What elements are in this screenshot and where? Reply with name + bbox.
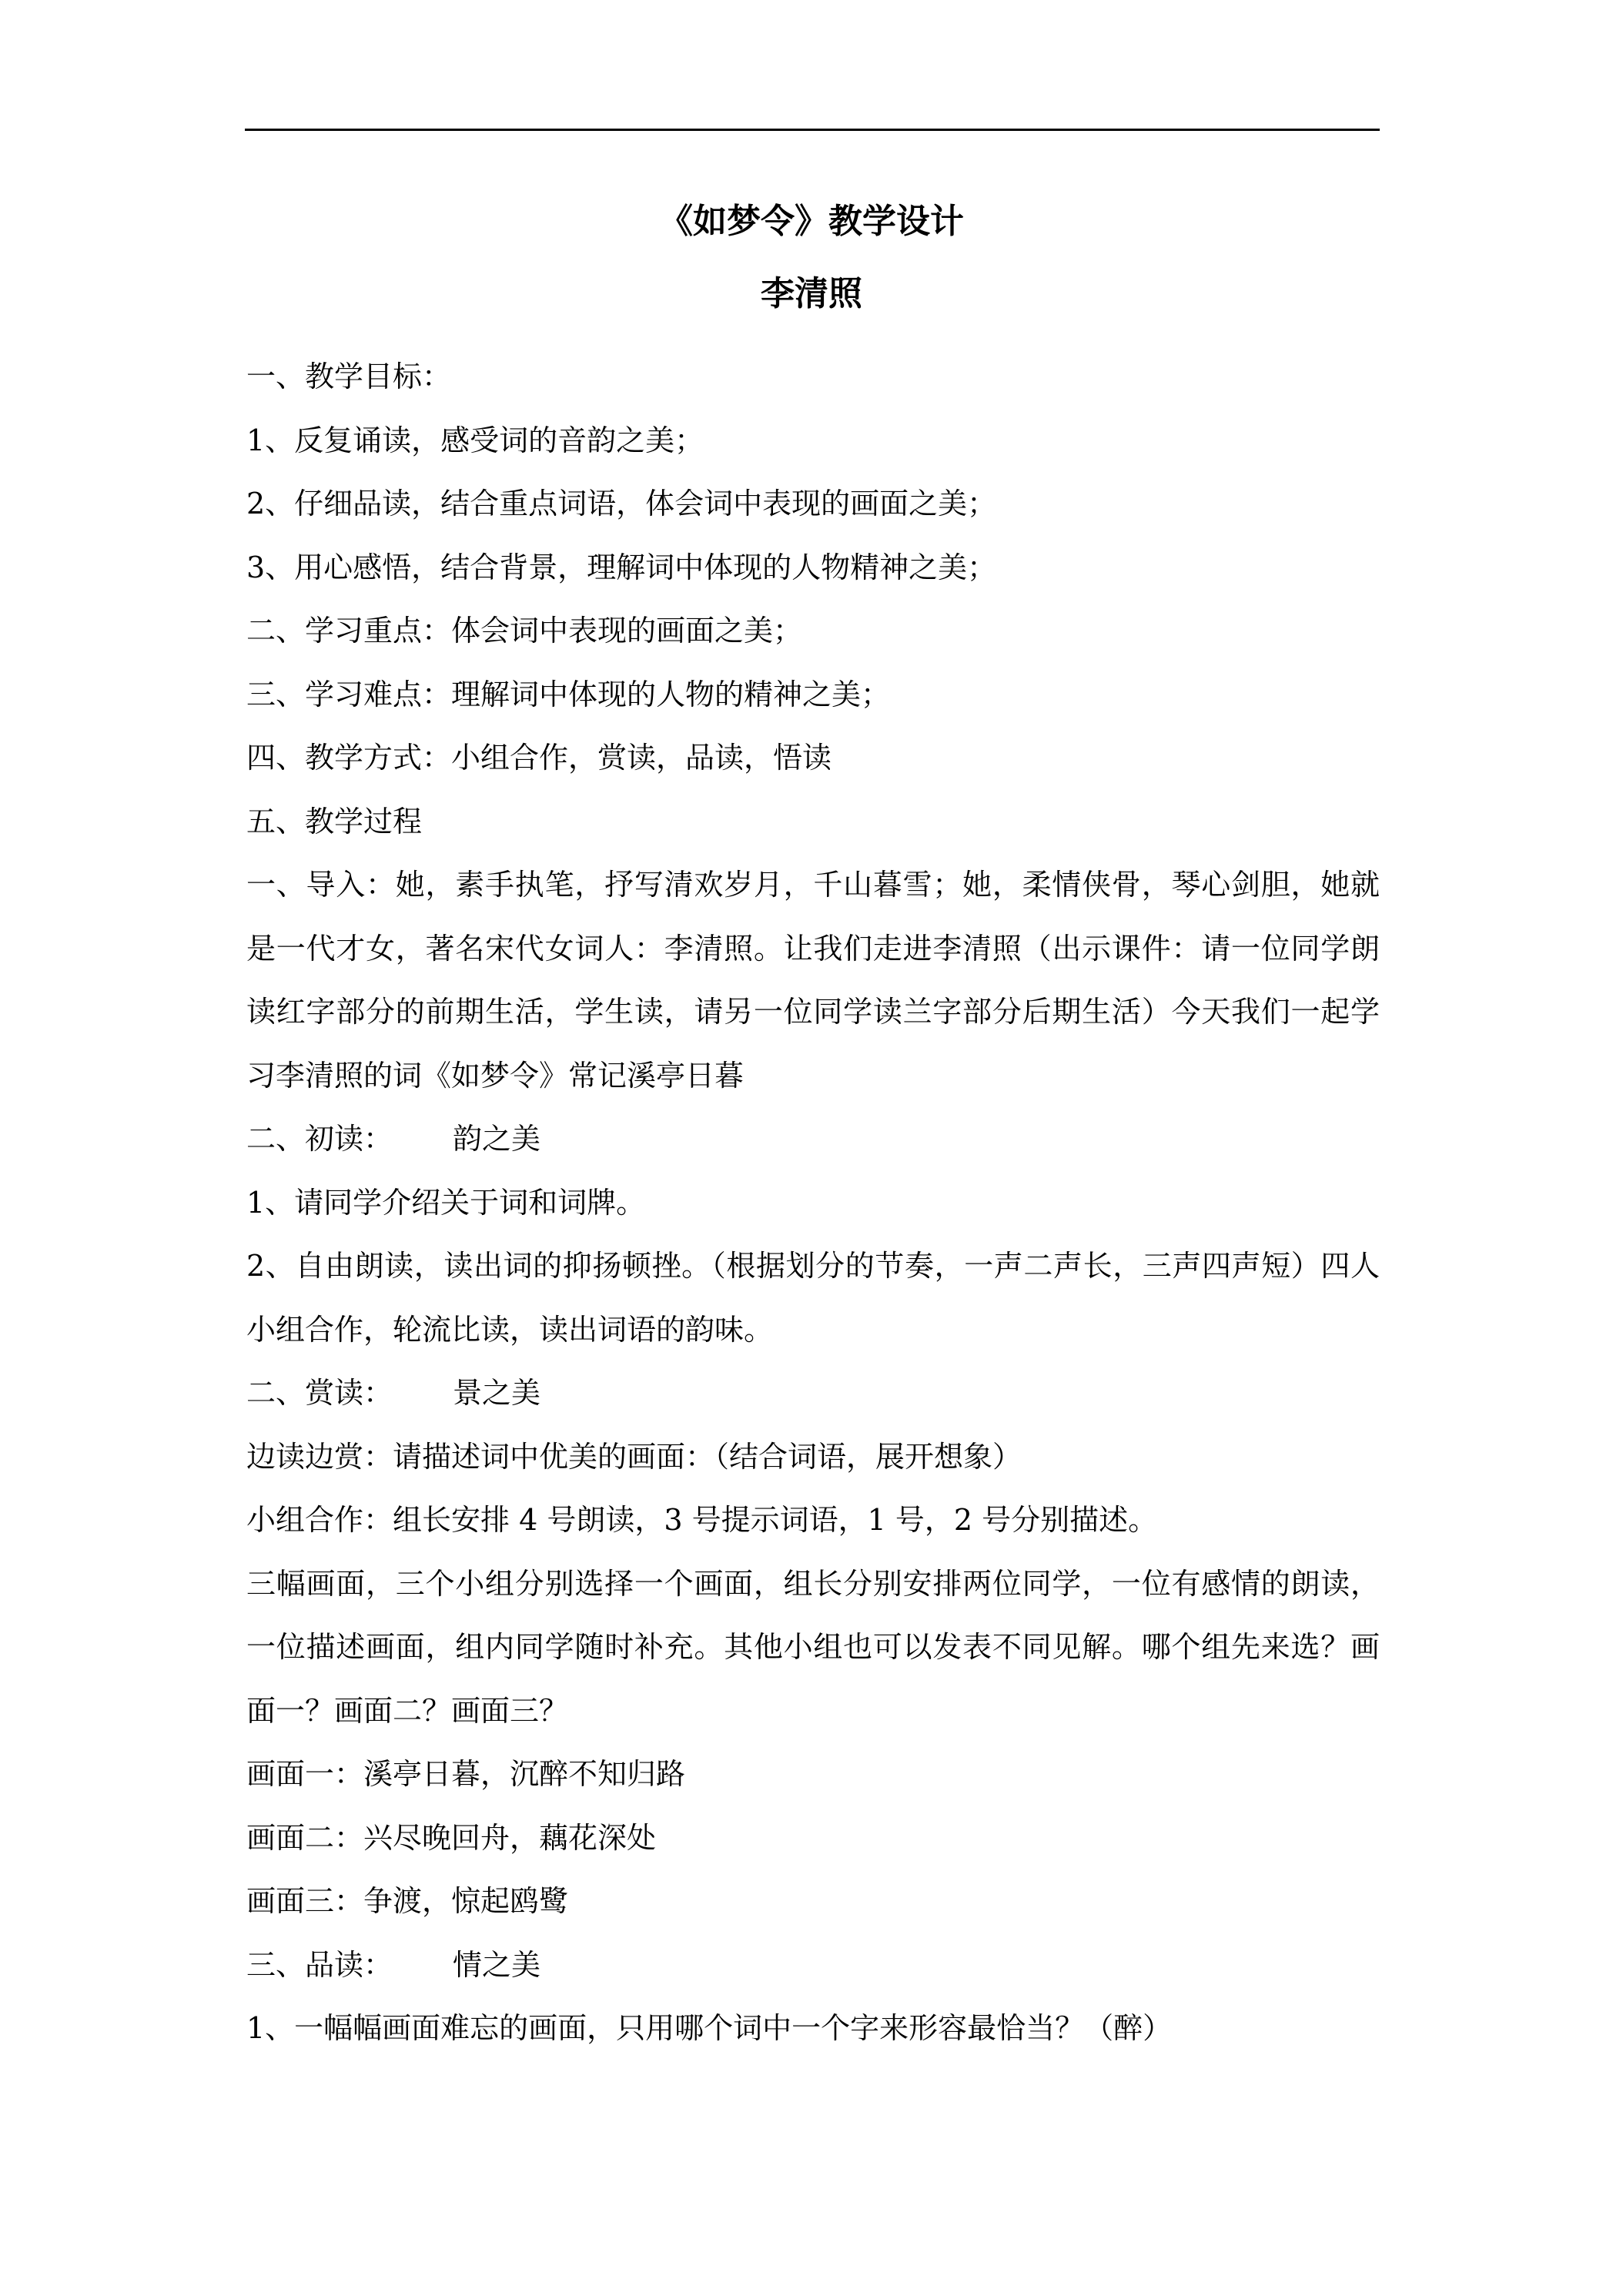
paragraph: 四、教学方式：小组合作，赏读，品读，悟读 <box>246 741 832 775</box>
paragraph: 画面一：溪亭日暮，沉醉不知归路 <box>246 1757 686 1791</box>
paragraph: 3、用心感悟，结合背景，理解词中体现的人物精神之美； <box>246 550 997 584</box>
paragraph: 一、导入：她，素手执笔，抒写清欢岁月，千山暮雪；她，柔情侠骨，琴心剑胆，她就是一代才女，著名宋代女词人：李清照。让我们走进李清照（出示课件：请一位同学朗读红字部分的前期生活，学生读，请另一位同学读兰字部分后期生活）今天我们一起学习李清照的词《如梦令》常记溪亭日暮 <box>246 868 1380 1093</box>
paragraph: 2、仔细品读，结合重点词语，体会词中表现的画面之美； <box>246 487 997 520</box>
paragraph: 画面三：争渡，惊起鸥鹭 <box>246 1884 569 1918</box>
section-theme: 景之美 <box>453 1376 541 1410</box>
section-theme: 情之美 <box>453 1947 541 1982</box>
section-heading <box>246 1933 1380 1997</box>
paragraph: 一、教学目标： <box>246 360 452 393</box>
document-body <box>246 345 1380 2060</box>
paragraph: 2、自由朗读，读出词的抑扬顿挫。（根据划分的节奏，一声二声长，三声四声短）四人小组合作，轮流比读，读出词语的韵味。 <box>246 1249 1380 1347</box>
header-rule <box>245 129 1380 131</box>
paragraph: 三幅画面，三个小组分别选择一个画面，组长分别安排两位同学，一位有感情的朗读，一位描述画面，组内同学随时补充。其他小组也可以发表不同见解。哪个组先来选？画面一？画面二？画面三？ <box>246 1566 1380 1728</box>
document-title: 《如梦令》教学设计 <box>659 202 964 241</box>
paragraph: 1、一幅幅画面难忘的画面，只用哪个词中一个字来形容最恰当？（醉） <box>246 2011 1173 2045</box>
paragraph: 画面二：兴尽晚回舟，藕花深处 <box>246 1820 657 1855</box>
paragraph: 1、请同学介绍关于词和词牌。 <box>246 1185 646 1220</box>
section-label: 二、赏读： <box>246 1376 393 1410</box>
section-heading <box>246 1361 1380 1425</box>
section-theme: 韵之美 <box>453 1122 541 1156</box>
section-label: 二、初读： <box>246 1122 393 1156</box>
paragraph: 小组合作：组长安排 4 号朗读，3 号提示词语，1 号，2 号分别描述。 <box>246 1503 1158 1537</box>
section-heading <box>246 1107 1380 1171</box>
paragraph: 二、学习重点：体会词中表现的画面之美； <box>246 614 803 648</box>
paragraph: 五、教学过程 <box>246 804 423 838</box>
section-label: 三、品读： <box>246 1947 393 1982</box>
document-author: 李清照 <box>761 274 862 313</box>
paragraph: 1、反复诵读，感受词的音韵之美； <box>246 423 704 457</box>
paragraph: 三、学习难点：理解词中体现的人物的精神之美； <box>246 677 891 711</box>
paragraph: 边读边赏：请描述词中优美的画面：（结合词语，展开想象） <box>246 1439 1022 1474</box>
